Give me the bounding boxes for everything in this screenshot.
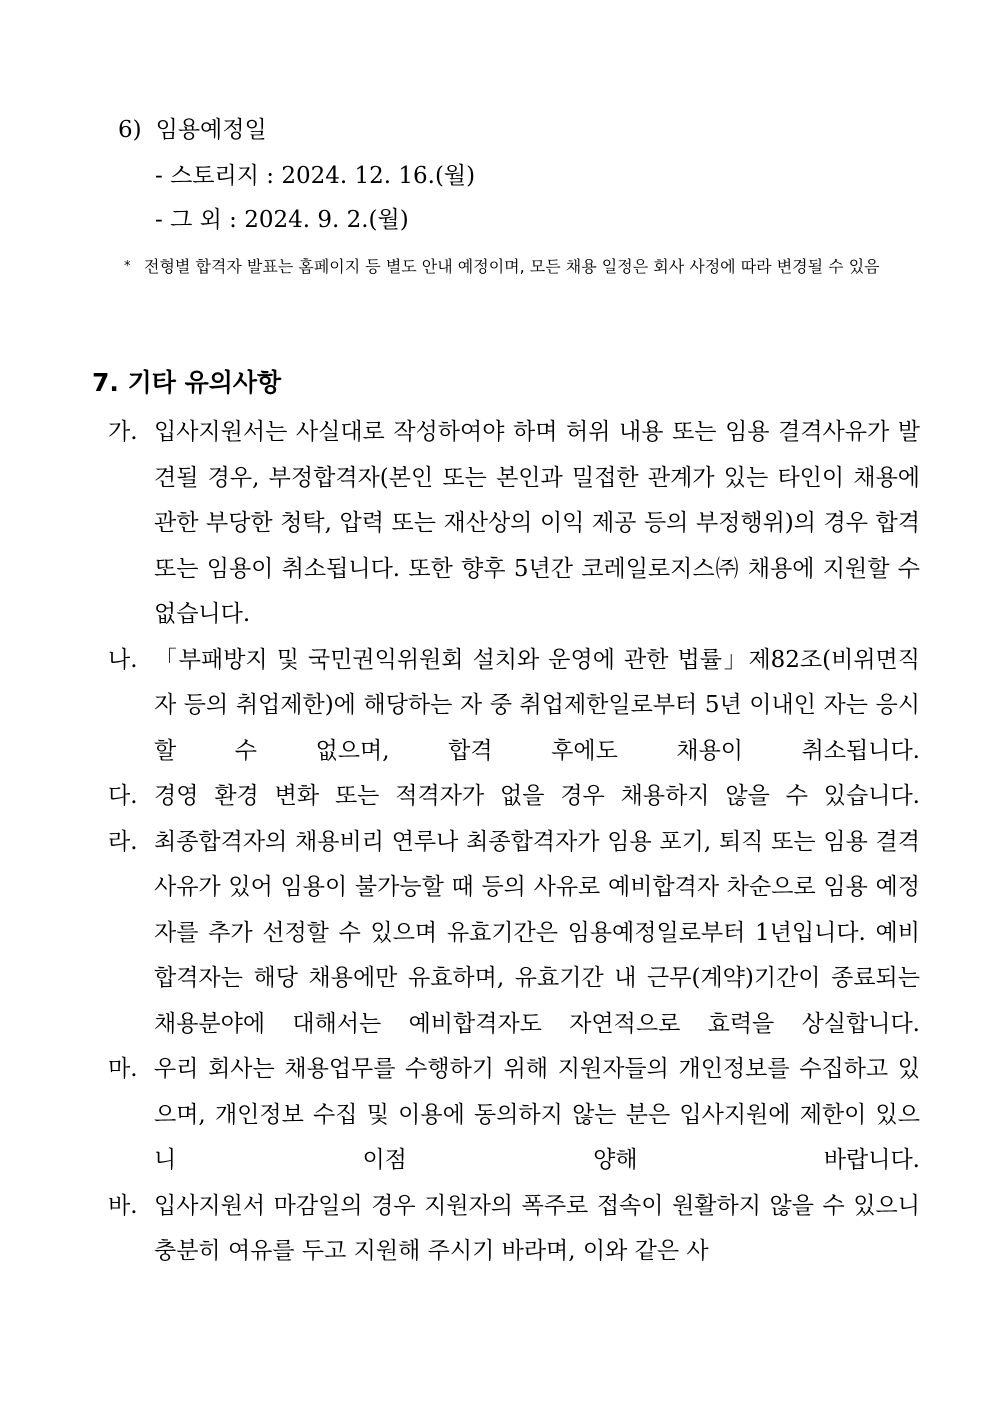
note-asterisk: * [124,259,131,274]
list-item [108,774,920,820]
list-item-text: 「부패방지 및 국민권익위원회 설치와 운영에 관한 법률」제82조(비위면직자 등의 취업제한)에 해당하는 자 중 취업제한일로부터 5년 이내인 자는 응시할 수 없으며, 합격 후에도 채용이 취소됩니다. [154,646,920,764]
appointment-date-others: - 그 외 : 2024. 9. 2.(월) [155,207,409,233]
list-item-marker: 다. [108,783,138,809]
list-item-text: 입사지원서 마감일의 경우 지원자의 폭주로 접속이 원활하지 않을 수 있으니 충분히 여유를 두고 지원해 주시기 바라며, 이와 같은 사 [154,1192,920,1264]
note-text: 전형별 합격자 발표는 홈페이지 등 별도 안내 예정이며, 모든 채용 일정은 회사 사정에 따라 변경될 수 있음 [144,257,880,276]
list-item [108,1184,920,1275]
notice-list [108,410,920,1275]
list-item-text: 우리 회사는 채용업무를 수행하기 위해 지원자들의 개인정보를 수집하고 있으며, 개인정보 수집 및 이용에 동의하지 않는 분은 입사지원에 제한이 있으니 이점 양해 바랍니다. [154,1056,920,1173]
section-6-heading [118,112,267,148]
list-item-marker: 가. [108,419,138,445]
schedule-note [124,250,924,284]
list-item [108,1047,920,1184]
list-item-text: 최종합격자의 채용비리 연루나 최종합격자가 임용 포기, 퇴직 또는 임용 결격사유가 있어 임용이 불가능할 때 등의 사유로 예비합격자 차순으로 임용 예정자를 추가 선정할 수 있으며 유효기간은 임용예정일로부터 1년입니다. 예비합격자는 해당 채용에만 유효하며, 유효기간 내 근무(계약)기간이 종료되는 채용분야에 대해서는 예비합격자도 자연적으로 효력을 상실합니다. [154,828,920,1037]
list-item-marker: 바. [108,1192,138,1219]
section-6-title: 임용예정일 [155,117,267,143]
list-item-marker: 마. [108,1056,138,1082]
appointment-date-storage: - 스토리지 : 2024. 12. 16.(월) [155,163,476,189]
list-item [108,410,920,638]
list-item-marker: 라. [108,828,138,855]
list-item-marker: 나. [108,646,138,673]
list-item [108,638,920,775]
list-item-text: 경영 환경 변화 또는 적격자가 없을 경우 채용하지 않을 수 있습니다. [154,783,920,809]
section-6-number: 6) [118,117,142,143]
list-item [108,820,920,1048]
section-7-title: 7. 기타 유의사항 [92,368,282,397]
list-item-text: 입사지원서는 사실대로 작성하여야 하며 허위 내용 또는 임용 결격사유가 발견될 경우, 부정합격자(본인 또는 본인과 밀접한 관계가 있는 타인이 채용에 관한 부당한 청탁, 압력 또는 재산상의 이익 제공 등의 부정행위)의 경우 합격 또는 임용이 취소됩니다. 또한 향후 5년간 코레일로지스㈜ 채용에 지원할 수 없습니다. [154,419,920,627]
